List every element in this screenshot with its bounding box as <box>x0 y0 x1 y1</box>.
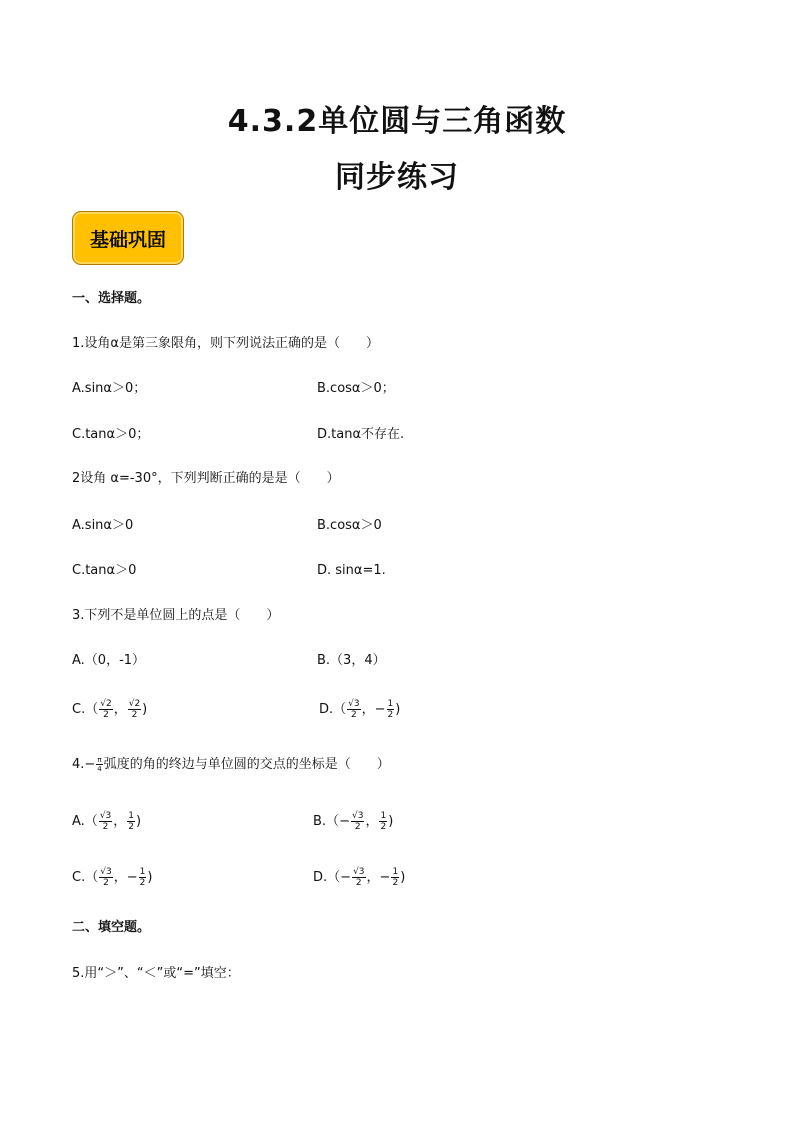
fraction: $\frac{\pi}{4}$ <box>97 756 102 773</box>
question-1-option-d: D.tanα不存在. <box>317 427 405 442</box>
question-1-option-a: A.sinα＞0； <box>72 381 147 396</box>
question-3-option-b: B.（3，4） <box>317 653 386 668</box>
page-subtitle: 同步练习 <box>335 160 459 195</box>
fraction: $\frac{√2}{2}$ <box>128 699 141 720</box>
fraction: $\frac{√2}{2}$ <box>100 699 112 720</box>
question-1-stem: 1.设角α是第三象限角，则下列说法正确的是（ ） <box>72 336 379 351</box>
question-4-option-a: A.（ $\frac{√3}{2}$ ， $\frac{1}{2}$ ) <box>72 811 142 832</box>
question-5-stem: 5.用“＞”、“＜”或“=”填空： <box>72 966 240 981</box>
question-2-option-d: D. sinα=1. <box>317 563 386 578</box>
question-3-option-d: D.（ $\frac{√3}{2}$ ，− $\frac{1}{2}$ ) <box>319 699 401 720</box>
question-1-option-b: B.cosα＞0； <box>317 381 395 396</box>
question-4-option-c: C.（ $\frac{√3}{2}$ ，− $\frac{1}{2}$ ) <box>72 867 153 888</box>
section-heading-fill: 二、填空题。 <box>72 920 151 935</box>
question-2-option-c: C.tanα＞0 <box>72 563 137 578</box>
fraction: $\frac{√3}{2}$ <box>348 699 360 720</box>
question-4-stem: 4.− $\frac{\pi}{4}$ 弧度的角的终边与单位圆的交点的坐标是（ ） <box>72 756 390 773</box>
question-4-option-b: B.（− $\frac{√3}{2}$ ， $\frac{1}{2}$ ) <box>313 811 394 832</box>
section-heading-choice: 一、选择题。 <box>72 291 151 306</box>
question-3-stem: 3.下列不是单位圆上的点是（ ） <box>72 608 280 623</box>
fraction: $\frac{1}{2}$ <box>387 699 394 720</box>
question-3-option-a: A.（0，-1） <box>72 653 146 668</box>
question-3-option-c: C.（ $\frac{√2}{2}$ ， $\frac{√2}{2}$ ) <box>72 699 148 720</box>
section-badge <box>72 211 184 265</box>
question-1-option-c: C.tanα＞0； <box>72 427 150 442</box>
question-2-option-a: A.sinα＞0 <box>72 518 134 533</box>
question-2-option-b: B.cosα＞0 <box>317 518 382 533</box>
badge-label: 基础巩固 <box>89 228 166 251</box>
question-2-stem: 2设角 α=-30°，下列判断正确的是是（ ） <box>72 471 340 486</box>
question-4-option-d: D.（− $\frac{√3}{2}$ ，− $\frac{1}{2}$ ) <box>313 867 406 888</box>
page-title: 4.3.2单位圆与三角函数 <box>227 104 567 139</box>
